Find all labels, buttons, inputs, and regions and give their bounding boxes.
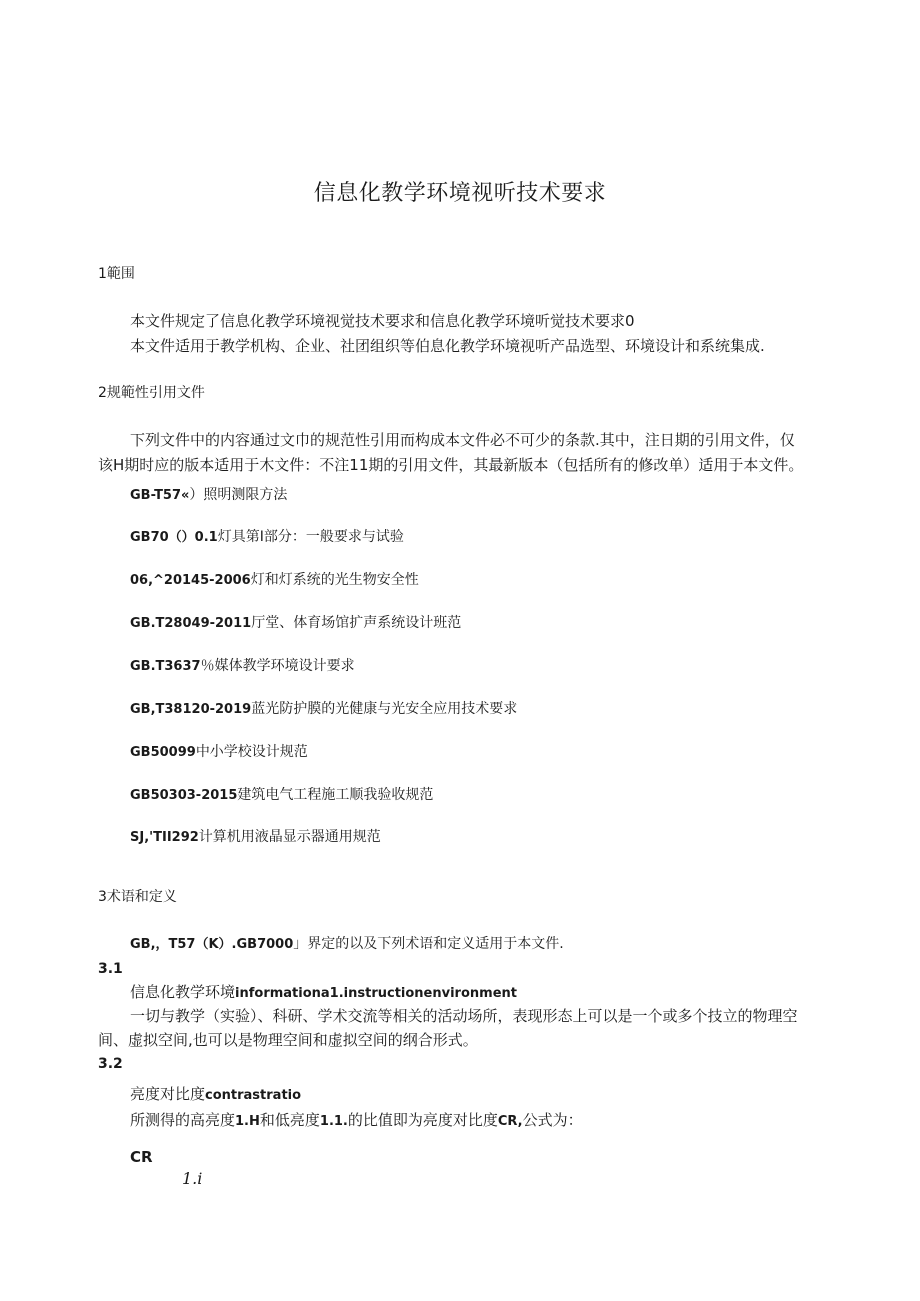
document-title: 信息化教学环境视听技术要求: [313, 181, 607, 206]
term-3-1-english: informationa1.instructionenvironment: [235, 986, 517, 1001]
section-2-paragraph-line-1: 下列文件中的内容通过文巾的规范性引用而构成本文件必不可少的条款.其中，注日期的引用文件，仅: [130, 431, 795, 449]
reference-item: [130, 826, 381, 849]
reference-code: 06,^20145-2006: [130, 573, 251, 588]
formula-lhs: CR: [130, 1148, 153, 1166]
reference-code: GB50303-2015: [130, 788, 238, 803]
section-2-paragraph-line-2: 该H期时应的版本适用于木文件：不注11期的引用文件，其最新版本（包括所有的修改单）适用于本文件。: [98, 456, 804, 474]
reference-code: GB.T3637: [130, 659, 201, 674]
reference-code: GB.T28049-2011: [130, 616, 252, 631]
section-3-intro-code: GB,，T57（K）.GB7000: [130, 937, 294, 952]
term-3-2-english: contrastratio: [205, 1088, 302, 1103]
reference-code: GB70（）0.1: [130, 530, 218, 545]
reference-item: [130, 655, 355, 678]
reference-title: 中小学校设计规范: [195, 744, 308, 760]
definition-text: 公式为：: [522, 1111, 583, 1129]
low-luminance-symbol: 1.1.: [319, 1114, 348, 1129]
term-3-1-definition-line-2: 间、虚拟空间,也可以是物理空间和虚拟空间的纲合形式。: [98, 1031, 478, 1049]
reference-code: SJ,'TII292: [130, 830, 199, 845]
reference-item: [130, 612, 461, 635]
term-3-1-chinese: 信息化教学环境: [130, 983, 236, 1001]
reference-item: [130, 484, 287, 507]
term-3-1-title: [130, 981, 517, 1005]
reference-title: 厅堂、体育场馆扩声系统设计班范: [251, 615, 462, 631]
reference-item: [130, 741, 308, 764]
term-3-2-definition: [130, 1109, 583, 1133]
term-3-2-title: [130, 1083, 301, 1107]
reference-title: 建筑电气工程施工顺我验收规范: [237, 787, 434, 803]
section-3-intro-text: 」界定的以及下列术语和定义适用于本文件.: [293, 936, 564, 952]
reference-title: ）照明测限方法: [189, 487, 288, 503]
contrast-ratio-symbol: CR,: [497, 1114, 523, 1129]
term-3-2-number: 3.2: [98, 1056, 123, 1072]
reference-title: 灯和灯系统的光生物安全性: [250, 572, 419, 588]
section-3-heading: 3术语和定义: [98, 889, 177, 905]
reference-code: GB,T38120-2019: [130, 702, 252, 717]
term-3-1-definition-line-1: 一切与教学（实验）、科研、学术交流等相关的活动场所，表现形态上可以是一个或多个技立的物理空: [130, 1007, 798, 1025]
definition-text: 的比值即为亮度对比度: [347, 1111, 498, 1129]
reference-item: [130, 784, 433, 807]
definition-text: 和低亮度: [259, 1111, 320, 1129]
formula-fraction: 1.i: [182, 1169, 203, 1188]
section-1-heading: 1範围: [98, 266, 135, 282]
reference-title: 灯具第I部分：一般要求与试验: [217, 529, 404, 545]
term-3-2-chinese: 亮度对比度: [130, 1085, 206, 1103]
reference-code: GB-T57«: [130, 488, 190, 503]
reference-item: [130, 698, 517, 721]
reference-item: [130, 526, 404, 549]
section-1-paragraph-1: 本文件规定了信息化教学环境视觉技术要求和信息化教学环境听觉技术要求0: [130, 312, 635, 330]
high-luminance-symbol: 1.H: [235, 1114, 260, 1129]
definition-text: 所测得的高亮度: [130, 1111, 236, 1129]
reference-title: ％媒体教学环境设计要求: [200, 658, 355, 674]
section-2-heading: 2规範性引用文件: [98, 385, 205, 401]
reference-title: 计算机用液晶显示器通用规范: [198, 829, 381, 845]
reference-item: [130, 569, 419, 592]
section-3-intro: [130, 933, 564, 956]
reference-title: 蓝光防护膜的光健康与光安全应用技术要求: [251, 701, 518, 717]
reference-code: GB50099: [130, 745, 196, 760]
section-1-paragraph-2: 本文件适用于教学机构、企业、社团组织等伯息化教学环境视听产品选型、环境设计和系统集成.: [130, 337, 765, 355]
term-3-1-number: 3.1: [98, 961, 123, 977]
